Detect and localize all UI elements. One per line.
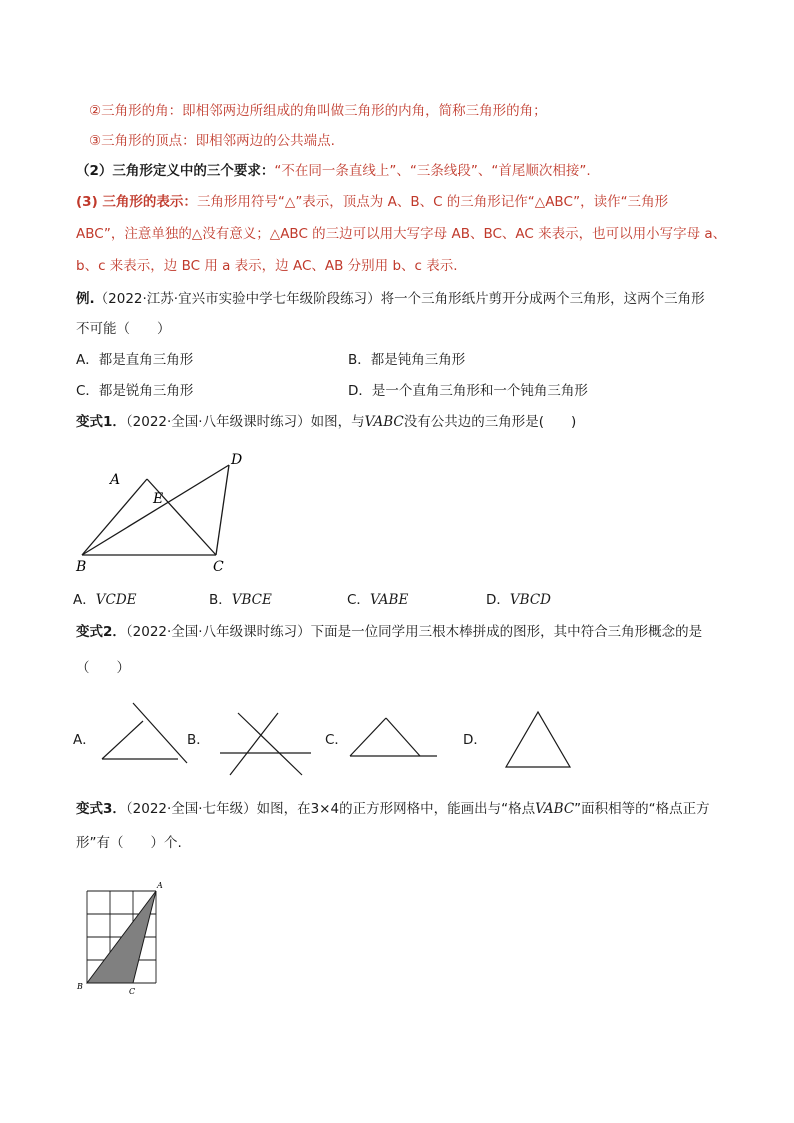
variant3-text-b: ”面积相等的“格点正方 xyxy=(574,801,710,817)
variant2-figure-a xyxy=(100,697,195,767)
segment-cd xyxy=(216,465,229,555)
variant1-option-b-prefix: B． xyxy=(209,592,232,608)
variant2-figure-b xyxy=(218,711,313,777)
grid-label-a: A xyxy=(157,881,163,890)
variant3-line-1 xyxy=(76,799,710,819)
example-label: 例. xyxy=(76,291,95,307)
variant1-label: 变式1． xyxy=(76,414,126,430)
variant1-option-d xyxy=(486,590,551,610)
notation-line-1 xyxy=(76,192,668,212)
variant2-label: 变式2． xyxy=(76,624,126,640)
variant3-grid-figure xyxy=(74,877,174,997)
variant1-text-2: 没有公共边的三角形是( ) xyxy=(403,414,577,430)
variant1-option-b-value: VBCE xyxy=(231,592,272,608)
example-option-d: D．是一个直角三角形和一个钝角三角形 xyxy=(348,383,588,399)
variant1-option-b xyxy=(209,590,272,610)
example-line-1 xyxy=(76,289,705,309)
variant1-option-a-prefix: A． xyxy=(73,592,96,608)
requirements-label: （2）三角形定义中的三个要求： xyxy=(76,163,275,179)
variant1-option-c-prefix: C． xyxy=(347,592,370,608)
grid-label-c: C xyxy=(129,987,136,996)
label-e: E xyxy=(153,491,164,507)
notation-text-1: 三角形用符号“△”表示，顶点为 A、B、C 的三角形记作“△ABC”，读作“三角形 xyxy=(196,194,669,210)
variant3-triangle: VABC xyxy=(535,801,575,817)
variant1-figure xyxy=(70,448,260,576)
variant1-text: （2022·全国·八年级课时练习）如图，与 xyxy=(125,414,365,430)
segment-ab xyxy=(82,479,147,555)
variant3-text-a: （2022·全国·七年级）如图，在3×4的正方形网格中，能画出与“格点 xyxy=(125,801,536,817)
variant2-option-d-label: D． xyxy=(463,732,487,748)
variant2-line-1 xyxy=(76,622,702,642)
label-d: D xyxy=(231,452,243,468)
variant1-option-a-value: VCDE xyxy=(95,592,137,608)
variant1-option-d-value: VBCD xyxy=(509,592,551,608)
example-text-1: （2022·江苏·宜兴市实验中学七年级阶段练习）将一个三角形纸片剪开分成两个三角形，这两个三角形 xyxy=(94,291,705,307)
variant3-line-2: 形”有（ ）个. xyxy=(76,835,182,851)
definition-vertex: ③三角形的顶点：即相邻两边的公共端点. xyxy=(89,133,335,149)
notation-line-2: ABC”，注意单独的△没有意义；△ABC 的三边可以用大写字母 AB、BC、AC 来表示，也可以用小写字母 a、 xyxy=(76,226,727,242)
example-line-2: 不可能（ ） xyxy=(76,321,171,337)
label-b: B xyxy=(76,559,87,575)
example-option-a: A．都是直角三角形 xyxy=(76,352,194,368)
requirements-text: “不在同一条直线上”、“三条线段”、“首尾顺次相接”. xyxy=(274,163,591,179)
variant1-triangle: VABC xyxy=(364,414,404,430)
variant1-option-c-value: VABE xyxy=(369,592,409,608)
variant2-option-c-label: C． xyxy=(325,732,348,748)
grid-label-b: B xyxy=(77,982,83,991)
definition-angle: ②三角形的角：即相邻两边所组成的角叫做三角形的内角，简称三角形的角； xyxy=(89,103,547,119)
variant2-text-1: （2022·全国·八年级课时练习）下面是一位同学用三根木棒拼成的图形，其中符合三角形概念的是 xyxy=(125,624,703,640)
notation-line-3: b、c 来表示，边 BC 用 a 表示，边 AC、AB 分别用 b、c 表示. xyxy=(76,258,458,274)
variant3-label: 变式3． xyxy=(76,801,126,817)
segment-bd xyxy=(82,465,229,555)
variant1-option-c xyxy=(347,590,408,610)
variant2-line-2: （ ） xyxy=(76,660,130,676)
example-option-b: B．都是钝角三角形 xyxy=(348,352,466,368)
variant2-figure-d xyxy=(500,706,576,772)
variant1-option-a xyxy=(73,590,137,610)
example-option-c: C．都是锐角三角形 xyxy=(76,383,194,399)
variant2-option-a-label: A． xyxy=(73,732,96,748)
label-a: A xyxy=(110,472,121,488)
notation-label: (3) 三角形的表示： xyxy=(76,194,197,210)
label-c: C xyxy=(213,559,224,575)
variant2-option-b-label: B． xyxy=(187,732,210,748)
variant1-line xyxy=(76,412,576,432)
variant1-option-d-prefix: D． xyxy=(486,592,510,608)
requirements-line xyxy=(76,161,591,181)
variant2-figure-c xyxy=(348,712,440,760)
